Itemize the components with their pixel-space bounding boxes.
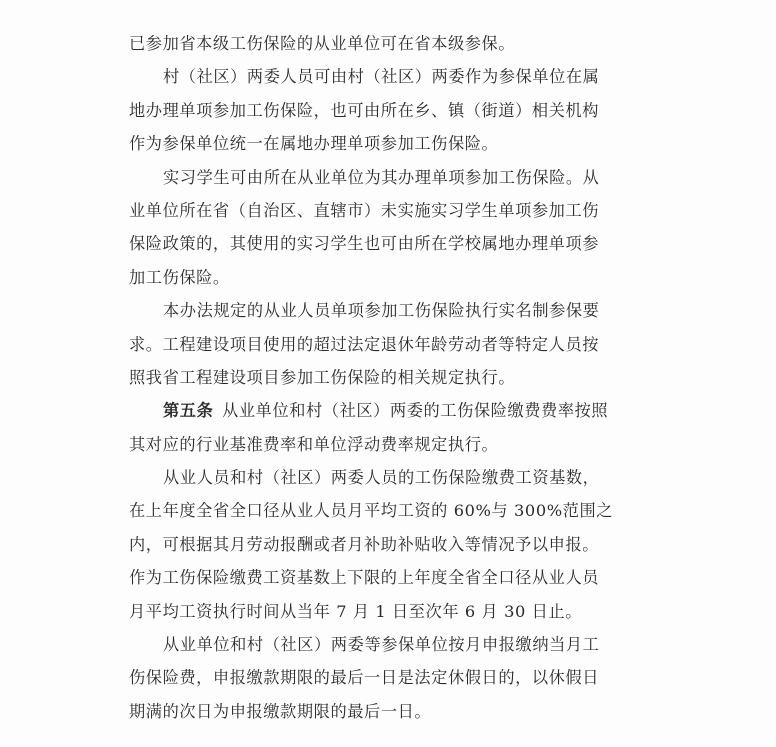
text-line: 求。工程建设项目使用的超过法定退休年龄劳动者等特定人员按 (129, 334, 600, 354)
text-line: 本办法规定的从业人员单项参加工伤保险执行实名制参保要 (163, 301, 600, 321)
text-line: 从业人员和村（社区）两委人员的工伤保险缴费工资基数， (163, 468, 600, 488)
text-line: 期满的次日为申报缴款期限的最后一日。 (129, 701, 432, 721)
text-segment (213, 401, 222, 420)
text-line: 照我省工程建设项目参加工伤保险的相关规定执行。 (129, 367, 516, 387)
text-line: 地办理单项参加工伤保险，也可由所在乡、镇（街道）相关机构 (129, 100, 600, 120)
text-line: 内，可根据其月劳动报酬或者月补助补贴收入等情况予以申报。 (129, 534, 600, 554)
text-line: 从业单位和村（社区）两委等参保单位按月申报缴纳当月工 (163, 635, 600, 655)
text-line: 加工伤保险。 (129, 267, 230, 287)
text-line: 在上年度全省全口径从业人员月平均工资的 60%与 300%范围之 (129, 501, 614, 521)
text-line: 作为参保单位统一在属地办理单项参加工伤保险。 (129, 134, 499, 154)
text-line: 村（社区）两委人员可由村（社区）两委作为参保单位在属 (163, 67, 600, 87)
text-line: 月平均工资执行时间从当年 7 月 1 日至次年 6 月 30 日止。 (129, 601, 582, 621)
text-line: 业单位所在省（自治区、直辖市）未实施实习学生单项参加工伤 (129, 200, 600, 220)
text-line: 实习学生可由所在从业单位为其办理单项参加工伤保险。从 (163, 167, 600, 187)
text-line: 作为工伤保险缴费工资基数上下限的上年度全省全口径从业人员 (129, 568, 600, 588)
article-line (129, 394, 641, 427)
text-line: 保险政策的，其使用的实习学生也可由所在学校属地办理单项参 (129, 234, 600, 254)
article-label: 第五条 (163, 401, 214, 421)
document-body (129, 27, 641, 728)
text-segment: 从业单位和村（社区）两委的工伤保险缴费费率按照 (222, 401, 609, 421)
text-line: 已参加省本级工伤保险的从业单位可在省本级参保。 (129, 34, 516, 53)
text-line: 伤保险费，申报缴款期限的最后一日是法定休假日的，以休假日 (129, 668, 600, 688)
text-line: 其对应的行业基准费率和单位浮动费率规定执行。 (129, 434, 499, 454)
